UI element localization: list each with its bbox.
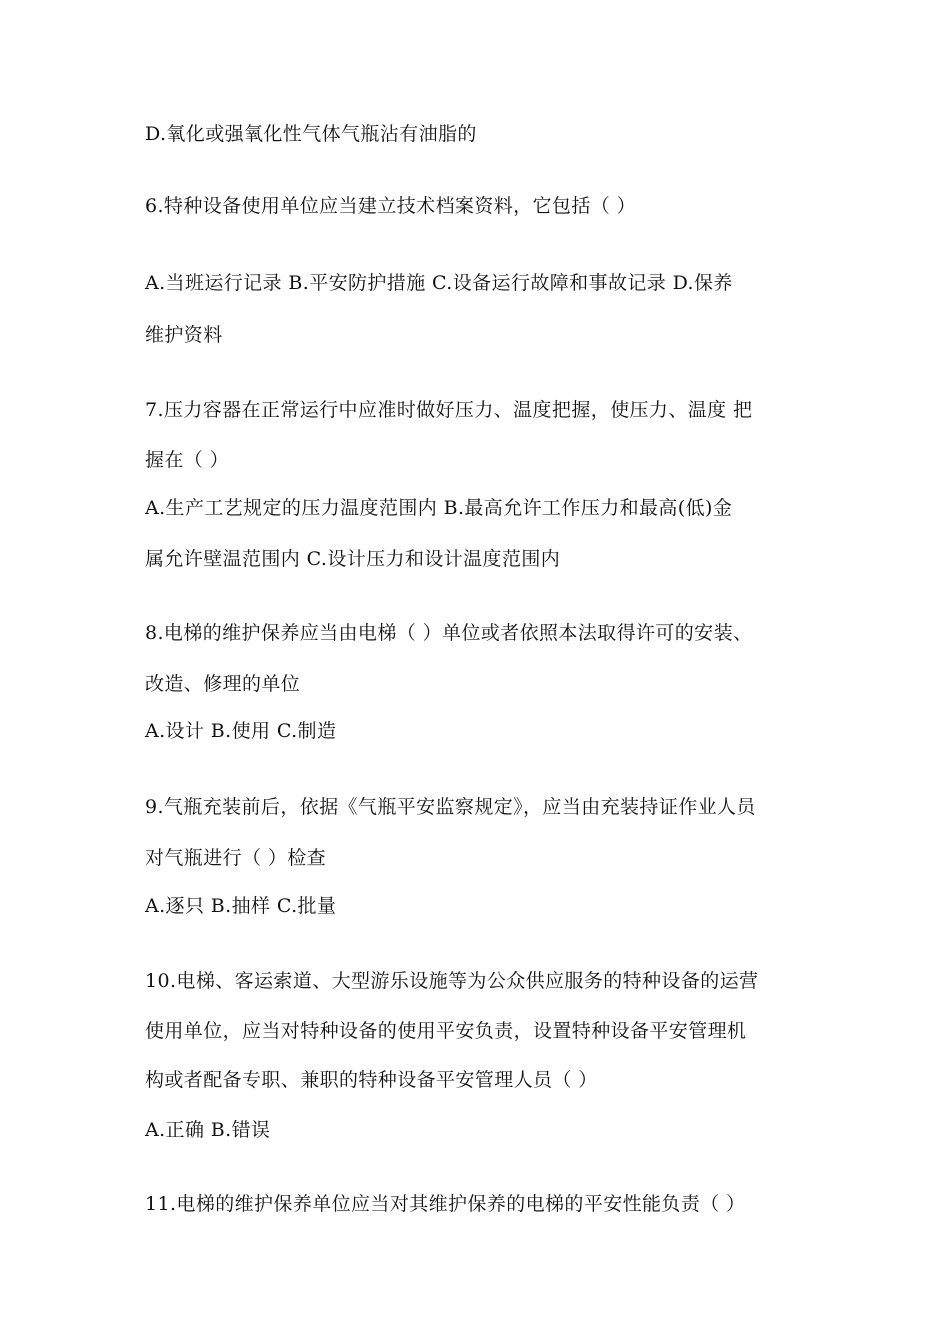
- q8-stem-line-2: 改造、修理的单位: [145, 673, 301, 695]
- q7-options-line-2: 属允许壁温范围内 C.设计压力和设计温度范围内: [145, 548, 561, 570]
- q10-stem-line-3: 构或者配备专职、兼职的特种设备平安管理人员（ ）: [145, 1069, 598, 1091]
- q5-option-d: D.氧化或强氧化性气体气瓶沾有油脂的: [145, 123, 477, 145]
- q7-stem-line-2: 握在（ ）: [145, 449, 230, 471]
- q9-options: A.逐只 B.抽样 C.批量: [145, 895, 337, 917]
- q7-stem-line-1: 7.压力容器在正常运行中应准时做好压力、温度把握，使压力、温度 把: [145, 399, 753, 421]
- q6-stem: 6.特种设备使用单位应当建立技术档案资料，它包括（ ）: [145, 195, 636, 217]
- q10-stem-line-2: 使用单位，应当对特种设备的使用平安负责，设置特种设备平安管理机: [145, 1020, 747, 1042]
- q7-options-line-1: A.生产工艺规定的压力温度范围内 B.最高允许工作压力和最高(低)金: [145, 497, 733, 519]
- q8-stem-line-1: 8.电梯的维护保养应当由电梯（ ）单位或者依照本法取得许可的安装、: [145, 622, 753, 644]
- q10-options: A.正确 B.错误: [145, 1119, 271, 1141]
- q9-stem-line-2: 对气瓶进行（ ）检查: [145, 847, 327, 869]
- q11-stem: 11.电梯的维护保养单位应当对其维护保养的电梯的平安性能负责（ ）: [145, 1193, 746, 1215]
- q8-options: A.设计 B.使用 C.制造: [145, 720, 337, 742]
- q6-options-line-2: 维护资料: [145, 324, 223, 346]
- q6-options-line-1: A.当班运行记录 B.平安防护措施 C.设备运行故障和事故记录 D.保养: [145, 272, 733, 294]
- q9-stem-line-1: 9.气瓶充装前后，依据《气瓶平安监察规定》，应当由充装持证作业人员: [145, 796, 756, 818]
- q10-stem-line-1: 10.电梯、客运索道、大型游乐设施等为公众供应服务的特种设备的运营: [145, 970, 759, 992]
